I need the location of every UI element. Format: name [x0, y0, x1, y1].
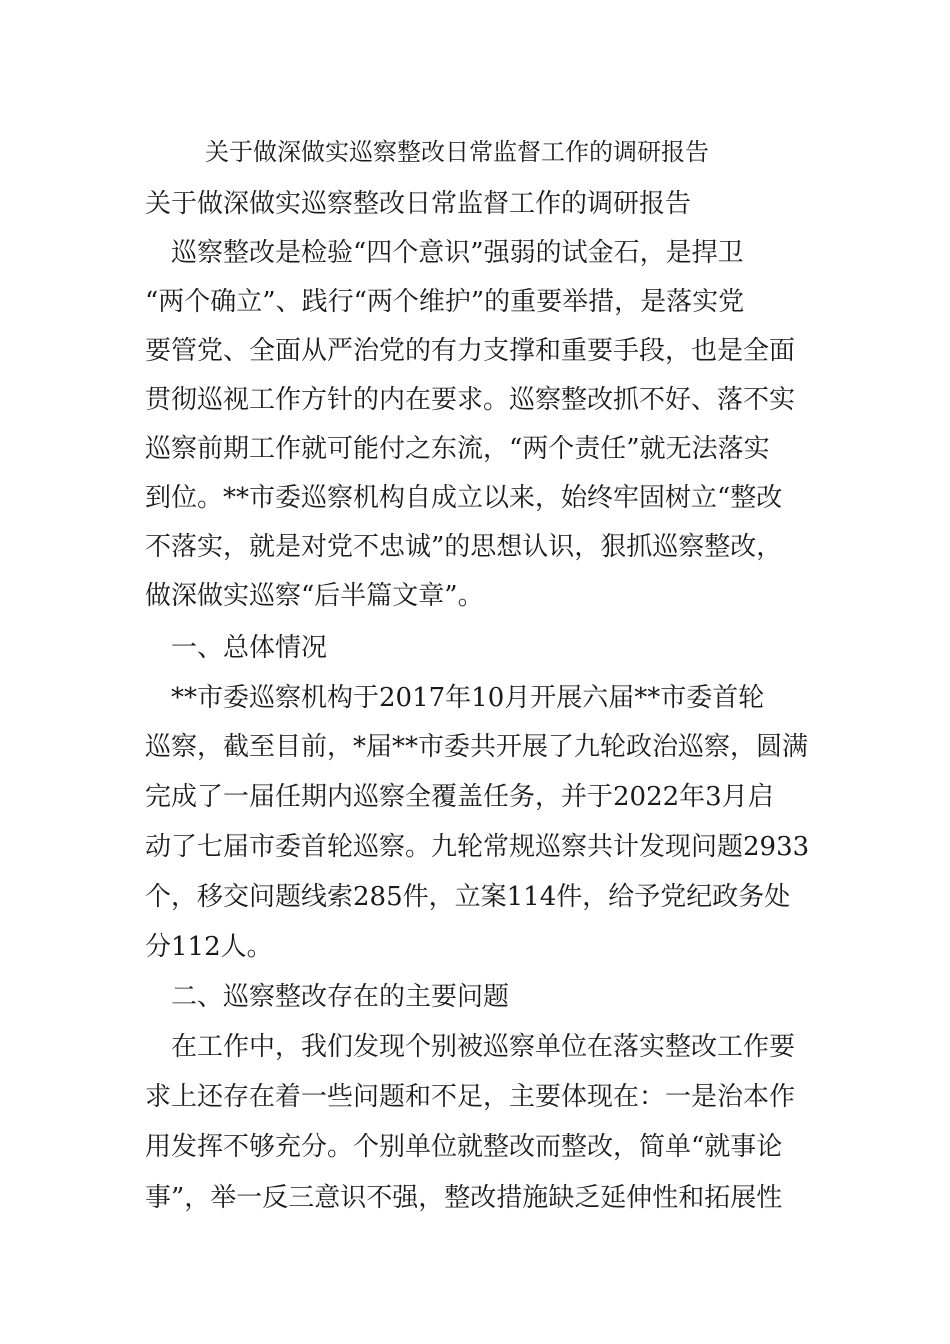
text-line: 巡察整改是检验“四个意识”强弱的试金石，是捍卫: [145, 238, 744, 268]
text-line: “两个确立”、践行“两个维护”的重要举措，是落实党: [145, 287, 745, 317]
text-line: 完成了一届任期内巡察全覆盖任务，并于2022年3月启: [145, 782, 774, 812]
text-line: 事”，举一反三意识不强，整改措施缺乏延伸性和拓展性: [145, 1183, 783, 1213]
text-line: 到位。**市委巡察机构自成立以来，始终牢固树立“整改: [145, 483, 783, 513]
text-line: 做深做实巡察“后半篇文章”。: [145, 581, 484, 611]
text-line: 巡察前期工作就可能付之东流，“两个责任”就无法落实: [145, 434, 770, 464]
text-line: 用发挥不够充分。个别单位就整改而整改，简单“就事论: [145, 1132, 783, 1162]
text-line: 不落实，就是对党不忠诚”的思想认识，狠抓巡察整改，: [145, 532, 783, 562]
document-title: 关于做深做实巡察整改日常监督工作的调研报告: [205, 138, 709, 166]
text-line: 动了七届市委首轮巡察。九轮常规巡察共计发现问题2933: [145, 832, 810, 862]
text-line: 巡察，截至目前，*届**市委共开展了九轮政治巡察，圆满: [145, 732, 809, 762]
text-line: 要管党、全面从严治党的有力支撑和重要手段，也是全面: [145, 336, 796, 366]
text-line: 求上还存在着一些问题和不足，主要体现在：一是治本作: [145, 1082, 796, 1112]
text-line: 个，移交问题线索285件，立案114件，给予党纪政务处: [145, 882, 791, 912]
text-line: **市委巡察机构于2017年10月开展六届**市委首轮: [145, 683, 765, 713]
text-line: 贯彻巡视工作方针的内在要求。巡察整改抓不好、落不实: [145, 385, 796, 415]
text-line: 在工作中，我们发现个别被巡察单位在落实整改工作要: [145, 1032, 796, 1062]
section-heading: 二、巡察整改存在的主要问题: [145, 982, 510, 1012]
text-line: 分112人。: [145, 932, 273, 962]
section-heading: 一、总体情况: [145, 633, 328, 663]
text-line: 关于做深做实巡察整改日常监督工作的调研报告: [145, 189, 692, 219]
